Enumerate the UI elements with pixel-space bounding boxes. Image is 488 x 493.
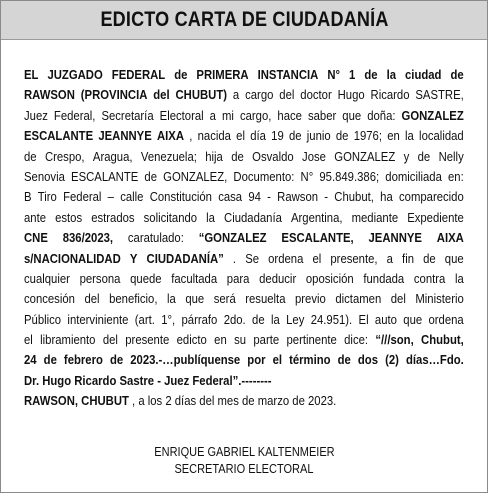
word: interviniente (67, 311, 129, 327)
word: - (267, 189, 271, 205)
word: Documento: (233, 168, 295, 184)
word: de (423, 250, 436, 266)
word: CNE (24, 230, 48, 246)
word: 1976; (353, 128, 383, 144)
word: ESCALANTE (24, 128, 94, 144)
word: Secretaría (101, 107, 154, 123)
word: B (24, 189, 32, 205)
word: mes (217, 393, 239, 409)
word: 24 (24, 352, 37, 368)
word: presente (125, 332, 170, 348)
word: la (455, 270, 464, 286)
word: el (312, 250, 322, 266)
word: fundada (363, 270, 405, 286)
word: y (403, 148, 410, 164)
text-line (24, 65, 464, 85)
word: s/NACIONALIDAD (24, 250, 121, 266)
word: dice: (344, 332, 369, 348)
word: Juez (24, 107, 48, 123)
word: Dr. (24, 372, 40, 388)
word: Osvaldo (252, 148, 294, 164)
word: N° (327, 67, 341, 82)
word: Ricardo (370, 87, 410, 103)
word: de (450, 67, 464, 82)
word: libramiento (40, 332, 96, 348)
word: localidad (419, 128, 464, 144)
word: por (247, 352, 266, 368)
word: de (364, 67, 378, 82)
word: dictamen (335, 291, 382, 307)
word: Ley (286, 311, 305, 327)
word: doña: (367, 107, 396, 123)
word: JUZGADO (47, 67, 103, 82)
word: 836/2023, (62, 230, 114, 246)
word: PRIMERA (196, 67, 249, 82)
word: de (335, 128, 349, 144)
word: (art. (134, 311, 155, 327)
word: junio (306, 128, 331, 144)
word: Constitución (149, 189, 212, 205)
word: CHUBUT) (175, 87, 228, 103)
word: que (444, 250, 464, 266)
word: nacida (197, 128, 231, 144)
word: domiciliada (385, 168, 442, 184)
word: caratulado: (127, 230, 184, 246)
word: saber (307, 107, 337, 123)
word: ordena (428, 311, 464, 327)
word: Ciudadanía (224, 209, 282, 225)
word: término (289, 352, 331, 368)
word: 19 (271, 128, 284, 144)
word: mi (221, 107, 234, 123)
text-line (24, 289, 464, 309)
word: CIUDADANÍA” (146, 250, 224, 266)
word: Hugo (42, 372, 72, 388)
word: de (174, 67, 188, 82)
word: - (157, 372, 161, 388)
word: la (405, 128, 414, 144)
word: Expediente (407, 209, 464, 225)
word: días…Fdo. (405, 352, 464, 368)
word: Nelly (438, 148, 464, 164)
word: comparecido (398, 189, 464, 205)
word: del (199, 393, 215, 409)
word: , (189, 128, 193, 144)
word: Ricardo (74, 372, 117, 388)
text-line (24, 330, 464, 350)
word: de (43, 352, 57, 368)
text-line (24, 106, 464, 126)
notice-body (24, 65, 464, 412)
word: AIXA (157, 128, 185, 144)
word: de (144, 168, 158, 184)
word: Jose (302, 148, 326, 164)
word: CHUBUT (81, 393, 129, 409)
word: a (232, 87, 240, 103)
word: 2 (165, 393, 172, 409)
word: . (232, 250, 237, 266)
text-line (24, 269, 464, 289)
word: fin (402, 250, 415, 266)
word: JEANNYE (368, 230, 422, 246)
word: Ministerio (415, 291, 464, 307)
word: de (292, 393, 305, 409)
word: oposición (305, 270, 354, 286)
word: de (242, 393, 255, 409)
word: (PROVINCIA (80, 87, 148, 103)
word: – (107, 189, 114, 205)
word: la (270, 311, 280, 327)
word: la (386, 67, 397, 82)
text-line (24, 391, 464, 411)
word: quede (130, 270, 162, 286)
word: auto (374, 311, 397, 327)
word: casa (218, 189, 243, 205)
text-line (24, 249, 464, 269)
notice-title: EDICTO CARTA DE CIUDADANÍA (99, 8, 389, 31)
word: Sastre (119, 372, 155, 388)
word: 94 (248, 189, 261, 205)
word: AIXA (436, 230, 464, 246)
word: GONZALEZ, (163, 168, 228, 184)
word: hace (277, 107, 302, 123)
word: de (24, 148, 37, 164)
word: resuelta (245, 291, 286, 307)
word: 1 (349, 67, 356, 82)
word: persona (79, 270, 121, 286)
word: 1°, (161, 311, 176, 327)
text-line (24, 85, 464, 105)
word: ha (380, 189, 393, 205)
word: (2) (385, 352, 399, 368)
word: - (324, 189, 329, 205)
word: , (132, 393, 136, 409)
word: RAWSON (24, 87, 75, 103)
word: Público (24, 311, 62, 327)
word: febrero (63, 352, 103, 368)
text-line (24, 228, 464, 248)
word: parte (253, 332, 280, 348)
word: Federal (63, 189, 102, 205)
word: Aragua, (92, 148, 133, 164)
word: 24.951). (310, 311, 353, 327)
word: en (214, 332, 227, 348)
word: “///son, (375, 332, 414, 348)
word: Y (129, 250, 138, 266)
word: “GONZALEZ (198, 230, 267, 246)
word: el (236, 128, 245, 144)
word: para (226, 270, 250, 286)
word: Chubut, (334, 189, 374, 205)
word: solicitando (143, 209, 198, 225)
word: RAWSON, (24, 393, 79, 409)
word: JEANNYE (98, 128, 152, 144)
word: Tiro (37, 189, 57, 205)
word: Juez (164, 372, 190, 388)
word: N° (300, 168, 314, 184)
word: Chubut, (421, 332, 464, 348)
text-line (24, 350, 464, 370)
word: del (102, 332, 118, 348)
word: ESCALANTE (71, 168, 139, 184)
word: cargo (245, 87, 274, 103)
word: GONZALEZ (334, 148, 396, 164)
word: de (337, 352, 351, 368)
word: del (84, 291, 100, 307)
word: la (206, 209, 215, 225)
word: contra (413, 270, 446, 286)
word: facultada (171, 270, 218, 286)
word: estrados (91, 209, 135, 225)
word: presente, (330, 250, 378, 266)
word: será (213, 291, 236, 307)
word: Argentina, (290, 209, 343, 225)
word: ESCALANTE, (281, 230, 354, 246)
word: calle (120, 189, 144, 205)
word: INSTANCIA (257, 67, 319, 82)
text-line (24, 187, 464, 207)
word: 95.849.386; (319, 168, 380, 184)
word: Senovia (24, 168, 65, 184)
text-line (24, 147, 464, 167)
word: edicto (176, 332, 207, 348)
word: que (185, 291, 205, 307)
word: ordena (268, 250, 304, 266)
word: previo (295, 291, 326, 307)
word: del (279, 87, 295, 103)
word: que (403, 311, 423, 327)
text-line (24, 126, 464, 146)
title-bar (1, 1, 487, 40)
word: ciudad (405, 67, 442, 82)
word: concesión (24, 291, 75, 307)
signatory-role-text: SECRETARIO ELECTORAL (174, 462, 314, 476)
word: la (167, 291, 176, 307)
signatory-name (1, 444, 487, 461)
word: a (138, 393, 145, 409)
word: 2023.-…publíquense (130, 352, 241, 368)
word: en: (448, 168, 464, 184)
word: Federal, (53, 107, 96, 123)
word: Hugo (337, 87, 365, 103)
signatory-name-text: ENRIQUE GABRIEL KALTENMEIER (153, 445, 335, 459)
word: Crespo, (44, 148, 85, 164)
word: de (417, 148, 431, 164)
word: a (386, 250, 393, 266)
word: estos (55, 209, 83, 225)
word: el (24, 332, 33, 348)
word: el (272, 352, 283, 368)
word: su (234, 332, 247, 348)
word: de (109, 352, 124, 368)
word: deducir (259, 270, 297, 286)
signatory-role (1, 461, 487, 478)
word: hija (205, 148, 223, 164)
word: del (153, 87, 170, 103)
text-line (24, 208, 464, 228)
word: a (209, 107, 216, 123)
word: doctor (300, 87, 332, 103)
word: de (252, 311, 265, 327)
word: marzo (257, 393, 290, 409)
word: los (147, 393, 163, 409)
word: ante (24, 209, 47, 225)
word: mediante (351, 209, 399, 225)
word: SASTRE, (415, 87, 464, 103)
word: cargo, (239, 107, 272, 123)
word: en (387, 128, 400, 144)
word: Se (245, 250, 260, 266)
word: 2023. (307, 393, 337, 409)
word: 2do. (223, 311, 246, 327)
word: de (288, 128, 302, 144)
word: párrafo (181, 311, 218, 327)
text-line (24, 310, 464, 330)
text-line (24, 167, 464, 187)
word: FEDERAL (111, 67, 166, 82)
word: día (250, 128, 266, 144)
word: de (231, 148, 244, 164)
word: pertinente (286, 332, 337, 348)
word: GONZALEZ (401, 107, 464, 123)
word: cualquier (24, 270, 70, 286)
word: EL (24, 67, 39, 82)
text-line (24, 371, 464, 391)
word: Federal”.-------- (192, 372, 272, 388)
word: dos (357, 352, 379, 368)
word: Electoral (159, 107, 204, 123)
word: Rawson (277, 189, 319, 205)
word: Venezuela; (140, 148, 197, 164)
word: que (342, 107, 362, 123)
word: días (174, 393, 197, 409)
word: beneficio, (109, 291, 158, 307)
word: del (390, 291, 406, 307)
word: El (358, 311, 369, 327)
